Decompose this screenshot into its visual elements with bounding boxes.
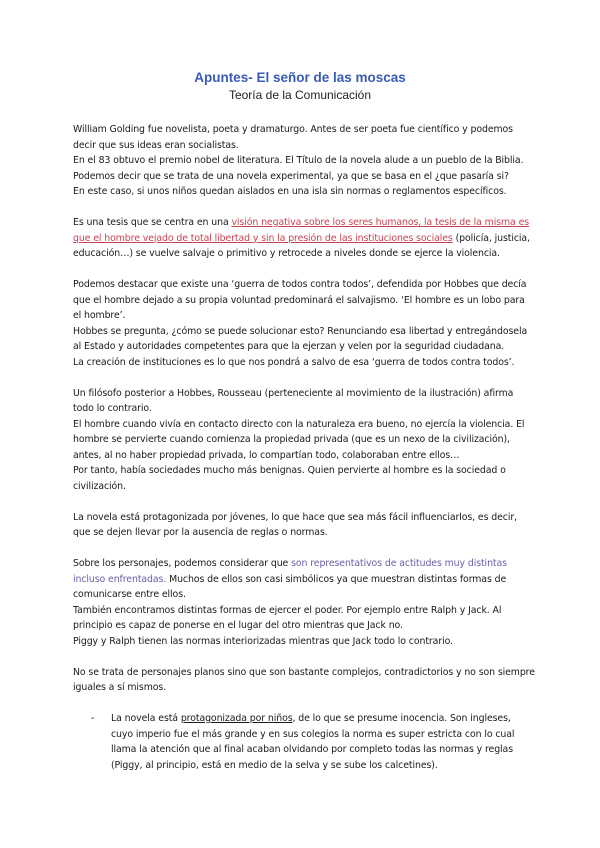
paragraph-rousseau-3: Por tanto, había sociedades mucho más benignas. Quien pervierte al hombre es la sociedad o civilización. — [73, 465, 506, 492]
paragraph-hobbes-3: La creación de instituciones es lo que nos pondrá a salvo de esa ‘guerra de todos contra todos’. — [73, 356, 515, 368]
paragraph-hobbes-2: Hobbes se pregunta, ¿cómo se puede solucionar esto? Renunciando esa libertad y entregándosela al Estado y autoridades competentes para que la ejerzan y velen por la seguridad ciudadana. — [73, 325, 528, 352]
paragraph-author-line-4: En este caso, si unos niños quedan aislados en una isla sin normas o reglamentos específicos. — [73, 186, 507, 197]
bullet-text-after: , de lo que se presume inocencia. Son ingleses, cuyo imperio fue el más grande y en sus colegios la norma es super estricta con lo cual llama la atención que al final acaban olvidando por completo todas las normas y reglas (Piggy, al principio, está en medio de la selva y se sube los calcetines). — [111, 713, 515, 771]
paragraph-complexity: No se trata de personajes planos sino que son bastante complejos, contradictorios y no son siempre iguales a sí mismos. — [73, 666, 535, 693]
paragraph-rousseau-2: El hombre cuando vivía en contacto directo con la naturaleza era bueno, no ejercía la violencia. El hombre se pervierte cuando comienza la propiedad privada (que es un nexo de la civilización), antes, al no haber propiedad privada, lo compartían todo, colaboraban entre ellos… — [73, 418, 525, 461]
paragraph-norms: Piggy y Ralph tienen las normas interiorizadas mientras que Jack todo lo contrario. — [73, 635, 453, 647]
characters-highlight: son representativos de actitudes muy distintas incluso enfrentadas. — [73, 558, 507, 585]
list-item — [91, 711, 535, 773]
paragraph-author-line-3: Podemos decir que se trata de una novela experimental, ya que se basa en el ¿que pasaría si? — [73, 170, 509, 182]
characters-text-before: Sobre los personajes, podemos considerar que — [73, 558, 292, 569]
paragraph-author-line-2: En el 83 obtuvo el premio nobel de literatura. El Título de la novela alude a un pueblo de la Biblia. — [73, 155, 524, 166]
paragraph-characters — [73, 556, 535, 603]
bullet-text-before: La novela está — [111, 713, 181, 724]
page-title: Apuntes- El señor de las moscas — [194, 70, 406, 85]
paragraph-thesis — [73, 215, 535, 262]
page-subtitle: Teoría de la Comunicación — [228, 88, 372, 102]
thesis-text-after: (policía, justicia, educación…) se vuelve salvaje o primitivo y retrocede a niveles donde se ejerce la violencia. — [73, 232, 530, 259]
paragraph-youth: La novela está protagonizada por jóvenes, lo que hace que sea más fácil influenciarlos, es decir, que se dejen llevar por la ausencia de reglas o normas. — [73, 511, 517, 538]
bullet-dash: - — [91, 713, 95, 724]
thesis-text-before: Es una tesis que se centra en una — [73, 217, 232, 228]
paragraph-rousseau-1: Un filósofo posterior a Hobbes, Rousseau (perteneciente al movimiento de la ilustración) afirma todo lo contrario. — [73, 387, 514, 414]
paragraph-author-line-1: William Golding fue novelista, poeta y dramaturgo. Antes de ser poeta fue científico y podemos decir que sus ideas eran socialistas. — [73, 124, 513, 151]
paragraph-hobbes-1: Podemos destacar que existe una ‘guerra de todos contra todos’, defendida por Hobbes que decía que el hombre dejado a su propia voluntad predominará el salvajismo. ‘El hombre es un lobo para el hombre’. — [73, 279, 527, 321]
bullet-underlined: protagonizada por niños — [180, 713, 293, 724]
characters-text-after: Muchos de ellos son casi simbólicos ya que muestran distintas formas de comunicarse entre ellos. — [73, 573, 507, 600]
document-body — [73, 122, 535, 773]
paragraph-power: También encontramos distintas formas de ejercer el poder. Por ejemplo entre Ralph y Jack. Al principio es capaz de ponerse en el lugar del otro mientras que Jack no. — [73, 604, 502, 631]
thesis-highlight: visión negativa sobre los seres humanos, la tesis de la misma es que el hombre vejado de total libertad y sin la presión de las instituciones sociales — [73, 217, 530, 244]
